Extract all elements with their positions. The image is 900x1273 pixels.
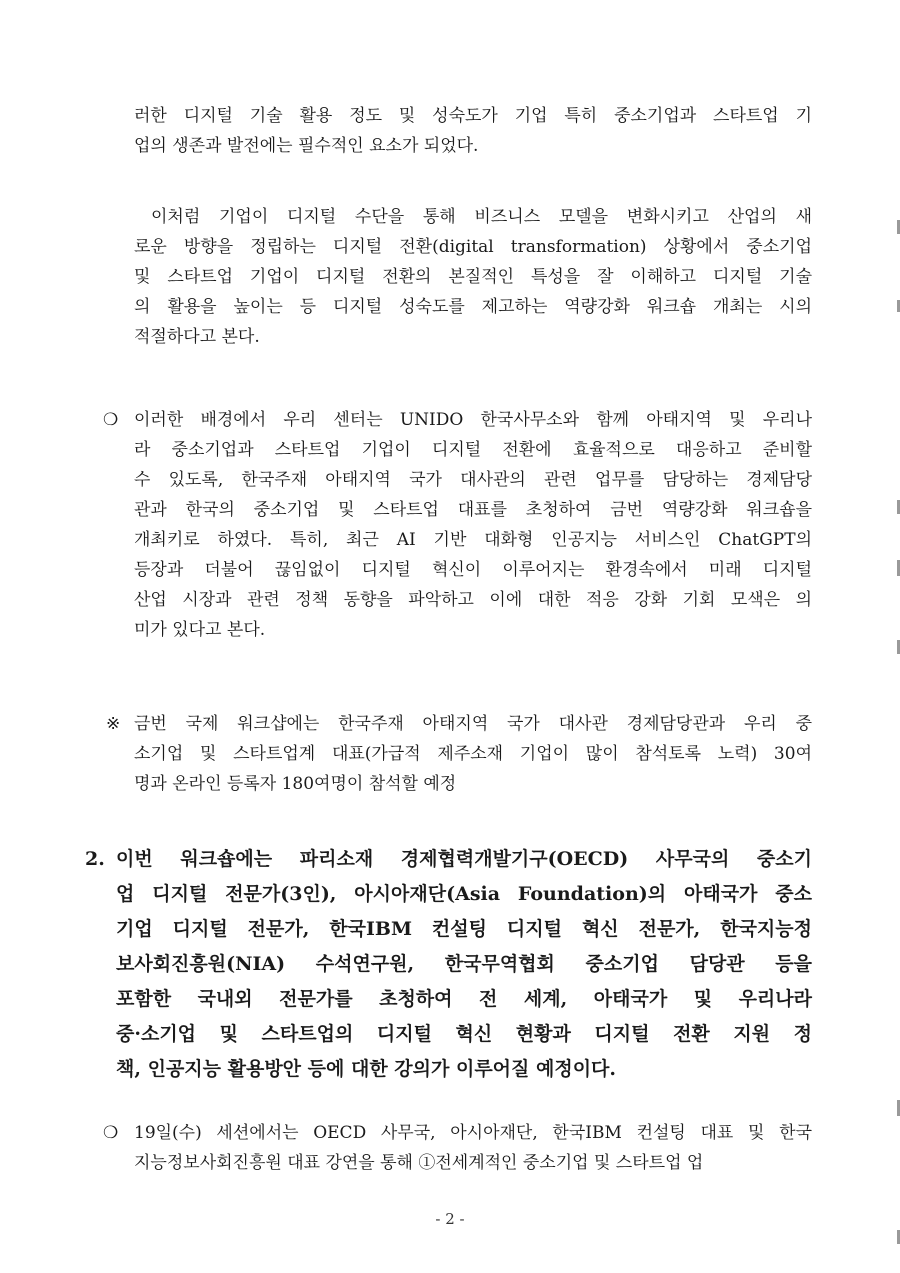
text-line: 보사회진흥원(NIA) 수석연구원, 한국무역협회 중소기업 담당관 등을 <box>116 953 812 975</box>
bullet-paragraph-background <box>103 405 812 645</box>
text-line: 포함한 국내외 전문가를 초청하여 전 세계, 아태국가 및 우리나라 <box>116 988 812 1010</box>
text-line: 개최키로 하였다. 특히, 최근 AI 기반 대화형 인공지능 서비스인 ChatGPT의 <box>134 530 812 550</box>
text-line: 소기업 및 스타트업계 대표(가급적 제주소재 기업이 많이 참석토록 노력) 30여 <box>134 744 812 764</box>
text-line: 책, 인공지능 활용방안 등에 대한 강의가 이루어질 예정이다. <box>116 1058 617 1080</box>
circle-bullet-icon: ❍ <box>103 410 119 430</box>
text-line: 이러한 배경에서 우리 센터는 UNIDO 한국사무소와 함께 아태지역 및 우리나 <box>134 410 812 430</box>
text-line: 적절하다고 본다. <box>134 327 260 347</box>
bullet-paragraph-session <box>103 1118 812 1178</box>
text-line: 중·소기업 및 스타트업의 디지털 혁신 현황과 디지털 전환 지원 정 <box>116 1023 812 1045</box>
paragraph-digital-transformation <box>134 202 812 352</box>
text-line: 19일(수) 세션에서는 OECD 사무국, 아시아재단, 한국IBM 컨설팅 대표 및 한국 <box>134 1123 812 1143</box>
text-line: 기업 디지털 전문가, 한국IBM 컨설팅 디지털 혁신 전문가, 한국지능정 <box>116 918 812 940</box>
text-line: 라 중소기업과 스타트업 기업이 디지털 전환에 효율적으로 대응하고 준비할 <box>134 440 812 460</box>
text-line: 로운 방향을 정립하는 디지털 전환(digital transformation) 상황에서 중소기업 <box>134 237 812 257</box>
text-line: 수 있도록, 한국주재 아태지역 국가 대사관의 관련 업무를 담당하는 경제담당 <box>134 470 812 490</box>
text-line: 명과 온라인 등록자 180여명이 참석할 예정 <box>134 774 457 794</box>
text-line: 업 디지털 전문가(3인), 아시아재단(Asia Foundation)의 아태국가 중소 <box>116 883 812 905</box>
text-line: 및 스타트업 기업이 디지털 전환의 본질적인 특성을 잘 이해하고 디지털 기술 <box>134 267 812 287</box>
text-line: 업의 생존과 발전에는 필수적인 요소가 되었다. <box>134 136 479 156</box>
text-line: 러한 디지털 기술 활용 정도 및 성숙도가 기업 특히 중소기업과 스타트업 기 <box>134 106 812 126</box>
text-line: 이번 워크숍에는 파리소재 경제협력개발기구(OECD) 사무국의 중소기 <box>116 848 812 870</box>
text-line: 미가 있다고 본다. <box>134 620 266 640</box>
text-line: 산업 시장과 관련 정책 동향을 파악하고 이에 대한 적응 강화 기회 모색은 의 <box>134 590 812 610</box>
item-number: 2. <box>85 848 105 870</box>
paragraph-continuation <box>134 101 812 161</box>
text-line: 의 활용을 높이는 등 디지털 성숙도를 제고하는 역량강화 워크숍 개최는 시의 <box>134 297 812 317</box>
text-line: 지능정보사회진흥원 대표 강연을 통해 ①전세계적인 중소기업 및 스타트업 업 <box>134 1153 704 1173</box>
text-line: 등장과 더불어 끊임없이 디지털 혁신이 이루어지는 환경속에서 미래 디지털 <box>134 560 812 580</box>
text-line: 이처럼 기업이 디지털 수단을 통해 비즈니스 모델을 변화시키고 산업의 새 <box>151 207 812 227</box>
reference-mark-icon: ※ <box>106 714 121 734</box>
numbered-paragraph-2 <box>85 842 812 1087</box>
page-number: - 2 - <box>435 1210 465 1228</box>
note-paragraph-attendees <box>106 709 812 799</box>
text-line: 관과 한국의 중소기업 및 스타트업 대표를 초청하여 금번 역량강화 워크숍을 <box>134 500 812 520</box>
circle-bullet-icon: ❍ <box>103 1123 119 1143</box>
text-line: 금번 국제 워크샵에는 한국주재 아태지역 국가 대사관 경제담당관과 우리 중 <box>134 714 812 734</box>
